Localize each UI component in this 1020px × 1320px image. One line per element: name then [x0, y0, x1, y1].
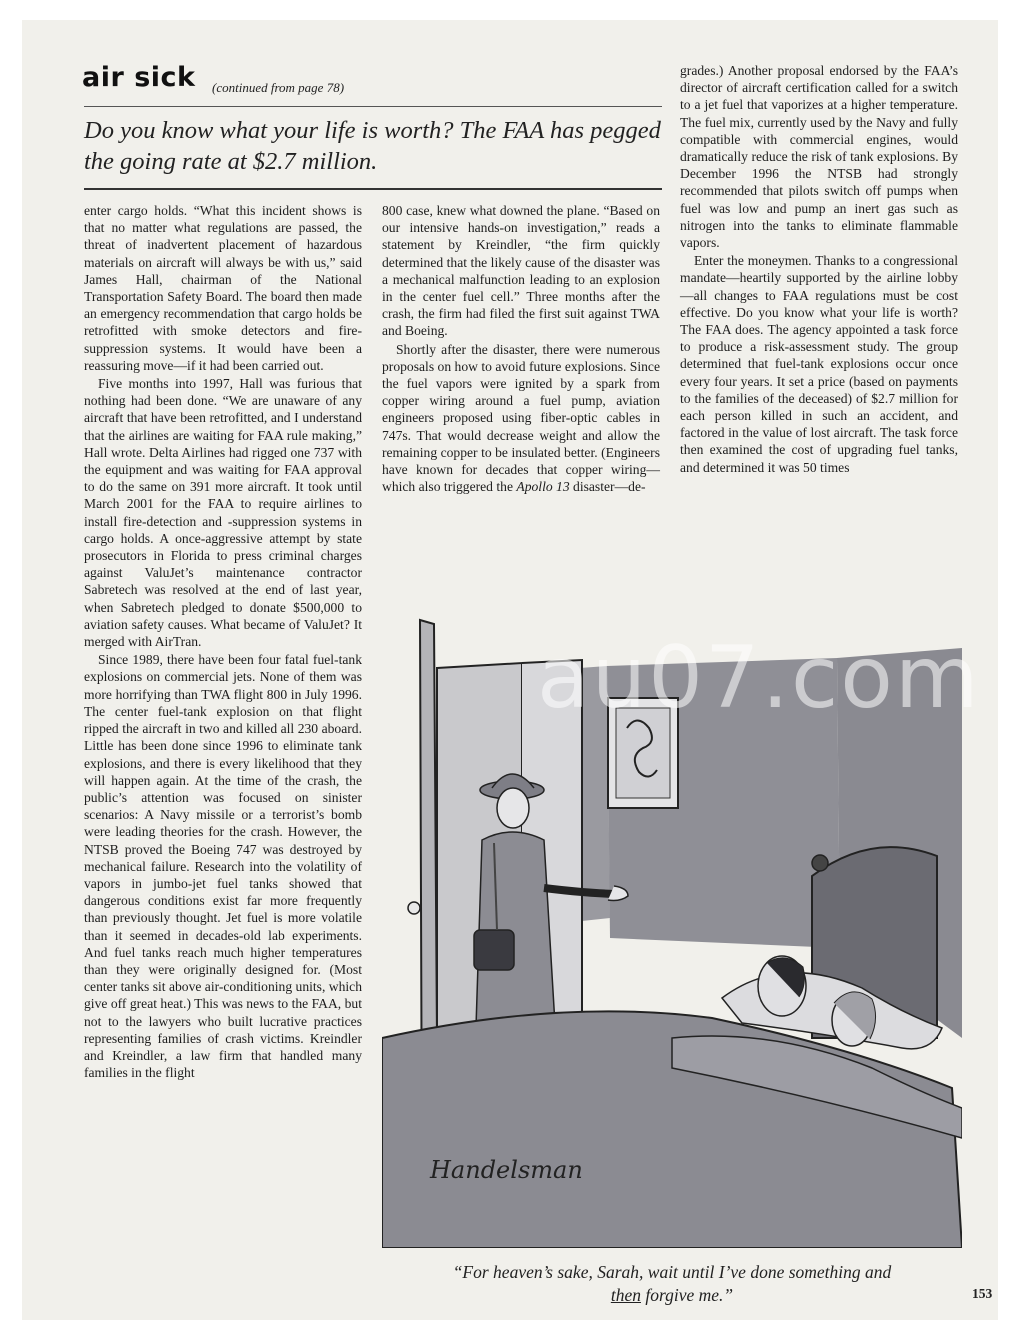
deck-rule-top [84, 106, 662, 107]
column-3 [680, 62, 958, 477]
paragraph: Enter the moneymen. Thanks to a congressional mandate—heartily supported by the airline lobby—all changes to FAA regulations must be cost effective. Do you know what your life is worth? The FAA does. The agency appointed a task force to produce a risk-assessment study. The group determined that fuel-tank explosions occur once every four years. It set a price (based on payments to the families of the deceased) of $2.7 million for each person killed in such an accident, and factored in the value of lost aircraft. The task force then examined the cost of upgrading fuel tanks, and determined it was 50 times [680, 253, 958, 475]
cartoon-caption [382, 1261, 962, 1307]
paragraph [382, 341, 660, 496]
paragraph: enter cargo holds. “What this incident shows is that no matter what regulations are passed, the threat of inadvertent placement of hazardous materials on aircraft will always be with us,” said James Hall, chairman of the National Transportation Safety Board. The board then made an emergency recommendation that cargo holds be retrofitted with smoke detectors and fire-suppression systems. It would have been a reassuring move—if it had been carried out. [84, 203, 362, 373]
page-number: 153 [972, 1286, 993, 1301]
magazine-page [22, 20, 998, 1320]
watermark: au07.com [537, 628, 981, 728]
paragraph: 800 case, knew what downed the plane. “Based on our intensive hands-on investigation,” reads a statement by Kreindler, “the firm quickly determined that the likely cause of the disaster was a mechanical malfunction leading to an explosion in the center fuel cell.” Three months after the crash, the firm had filed the first suit against TWA and Boeing. [382, 203, 660, 339]
continued-note: (continued from page 78) [212, 80, 345, 95]
italic-title: Apollo 13 [516, 479, 570, 495]
column-1 [84, 202, 362, 1082]
caption-underlined-word: then [610, 1285, 641, 1305]
paragraph: Since 1989, there have been four fatal fuel-tank explosions on commercial jets. None of them was more horrifying than TWA flight 800 in July 1996. The center fuel-tank explosion on that flight ripped the aircraft in two and killed all 230 aboard. Little has been done since 1996 to eliminate tank explosions, and there is every likelihood that they will happen again. At the time of the crash, the public’s attention was focused on sinister scenarios: A Navy missile or a terrorist’s bomb were leading theories for the crash. However, the NTSB proved the Boeing 747 was destroyed by mechanical failure. Research into the volatility of vapors in jumbo-jet fuel tanks showed that dangerous conditions exist far more frequently than previously thought. Jet fuel is more volatile than it seemed in decades-old lab experiments. And fuel tanks reach much higher temperatures than they were originally designed for. (Most center tanks sit above air-conditioning units, which give off great heat.) This was news to the FAA, but not to the lawyers who built lucrative practices representing families of crash victims. Kreindler and Kreindler, a law firm that handled many families in the flight [84, 652, 362, 1081]
column-2 [382, 202, 660, 496]
cartoon-signature: Handelsman [430, 1156, 583, 1184]
section-kicker: air sick [82, 62, 196, 93]
deck-rule-bottom [84, 188, 662, 190]
paragraph: Five months into 1997, Hall was furious that nothing had been done. “We are unaware of any aircraft that have been retrofitted, and I understand that the airlines are waiting for FAA rule making,” Hall wrote. Delta Airlines had rigged one 737 with the equipment and was waiting for FAA approval to do the same on 391 more aircraft. It took until March 2001 for the FAA to require airlines to install fire-detection and -suppression systems in cargo holds. A once-aggressive attempt by state prosecutors in Florida to press criminal charges against ValuJet’s maintenance contractor Sabretech was resolved at the end of last year, when Sabretech pledged to donate $500,000 to aviation safety causes. What became of ValuJet? It merged with AirTran. [84, 376, 362, 650]
cartoon-illustration [382, 618, 962, 1248]
caption-text: forgive me.” [640, 1285, 734, 1305]
paragraph-text: disaster—de- [569, 479, 646, 495]
caption-text: “For heaven’s sake, Sarah, wait until I’ve done something and [452, 1262, 892, 1282]
paragraph-text: Shortly after the disaster, there were numerous proposals on how to avoid future explosions. Since the fuel vapors were ignited by a spark from copper wiring around a fuel pump, aviation engineers proposed using fiber-optic cables in 747s. That would decrease weight and allow the remaining copper to be insulated better. (Engineers have known for decades that copper wiring—which also triggered the [382, 341, 660, 495]
article-deck: Do you know what your life is worth? The FAA has pegged the going rate at $2.7 million. [84, 117, 661, 175]
paragraph: grades.) Another proposal endorsed by the FAA’s director of aircraft certification called for a switch to a jet fuel that vaporizes at a higher temperature. The fuel mix, currently used by the Navy and fully compatible with commercial engines, would dramatically reduce the risk of tank explosions. By December 1996 the NTSB had strongly recommended that pilots switch off pumps when fuel was low and pump an inert gas such as nitrogen into the tanks to eliminate flammable vapors. [680, 63, 958, 251]
